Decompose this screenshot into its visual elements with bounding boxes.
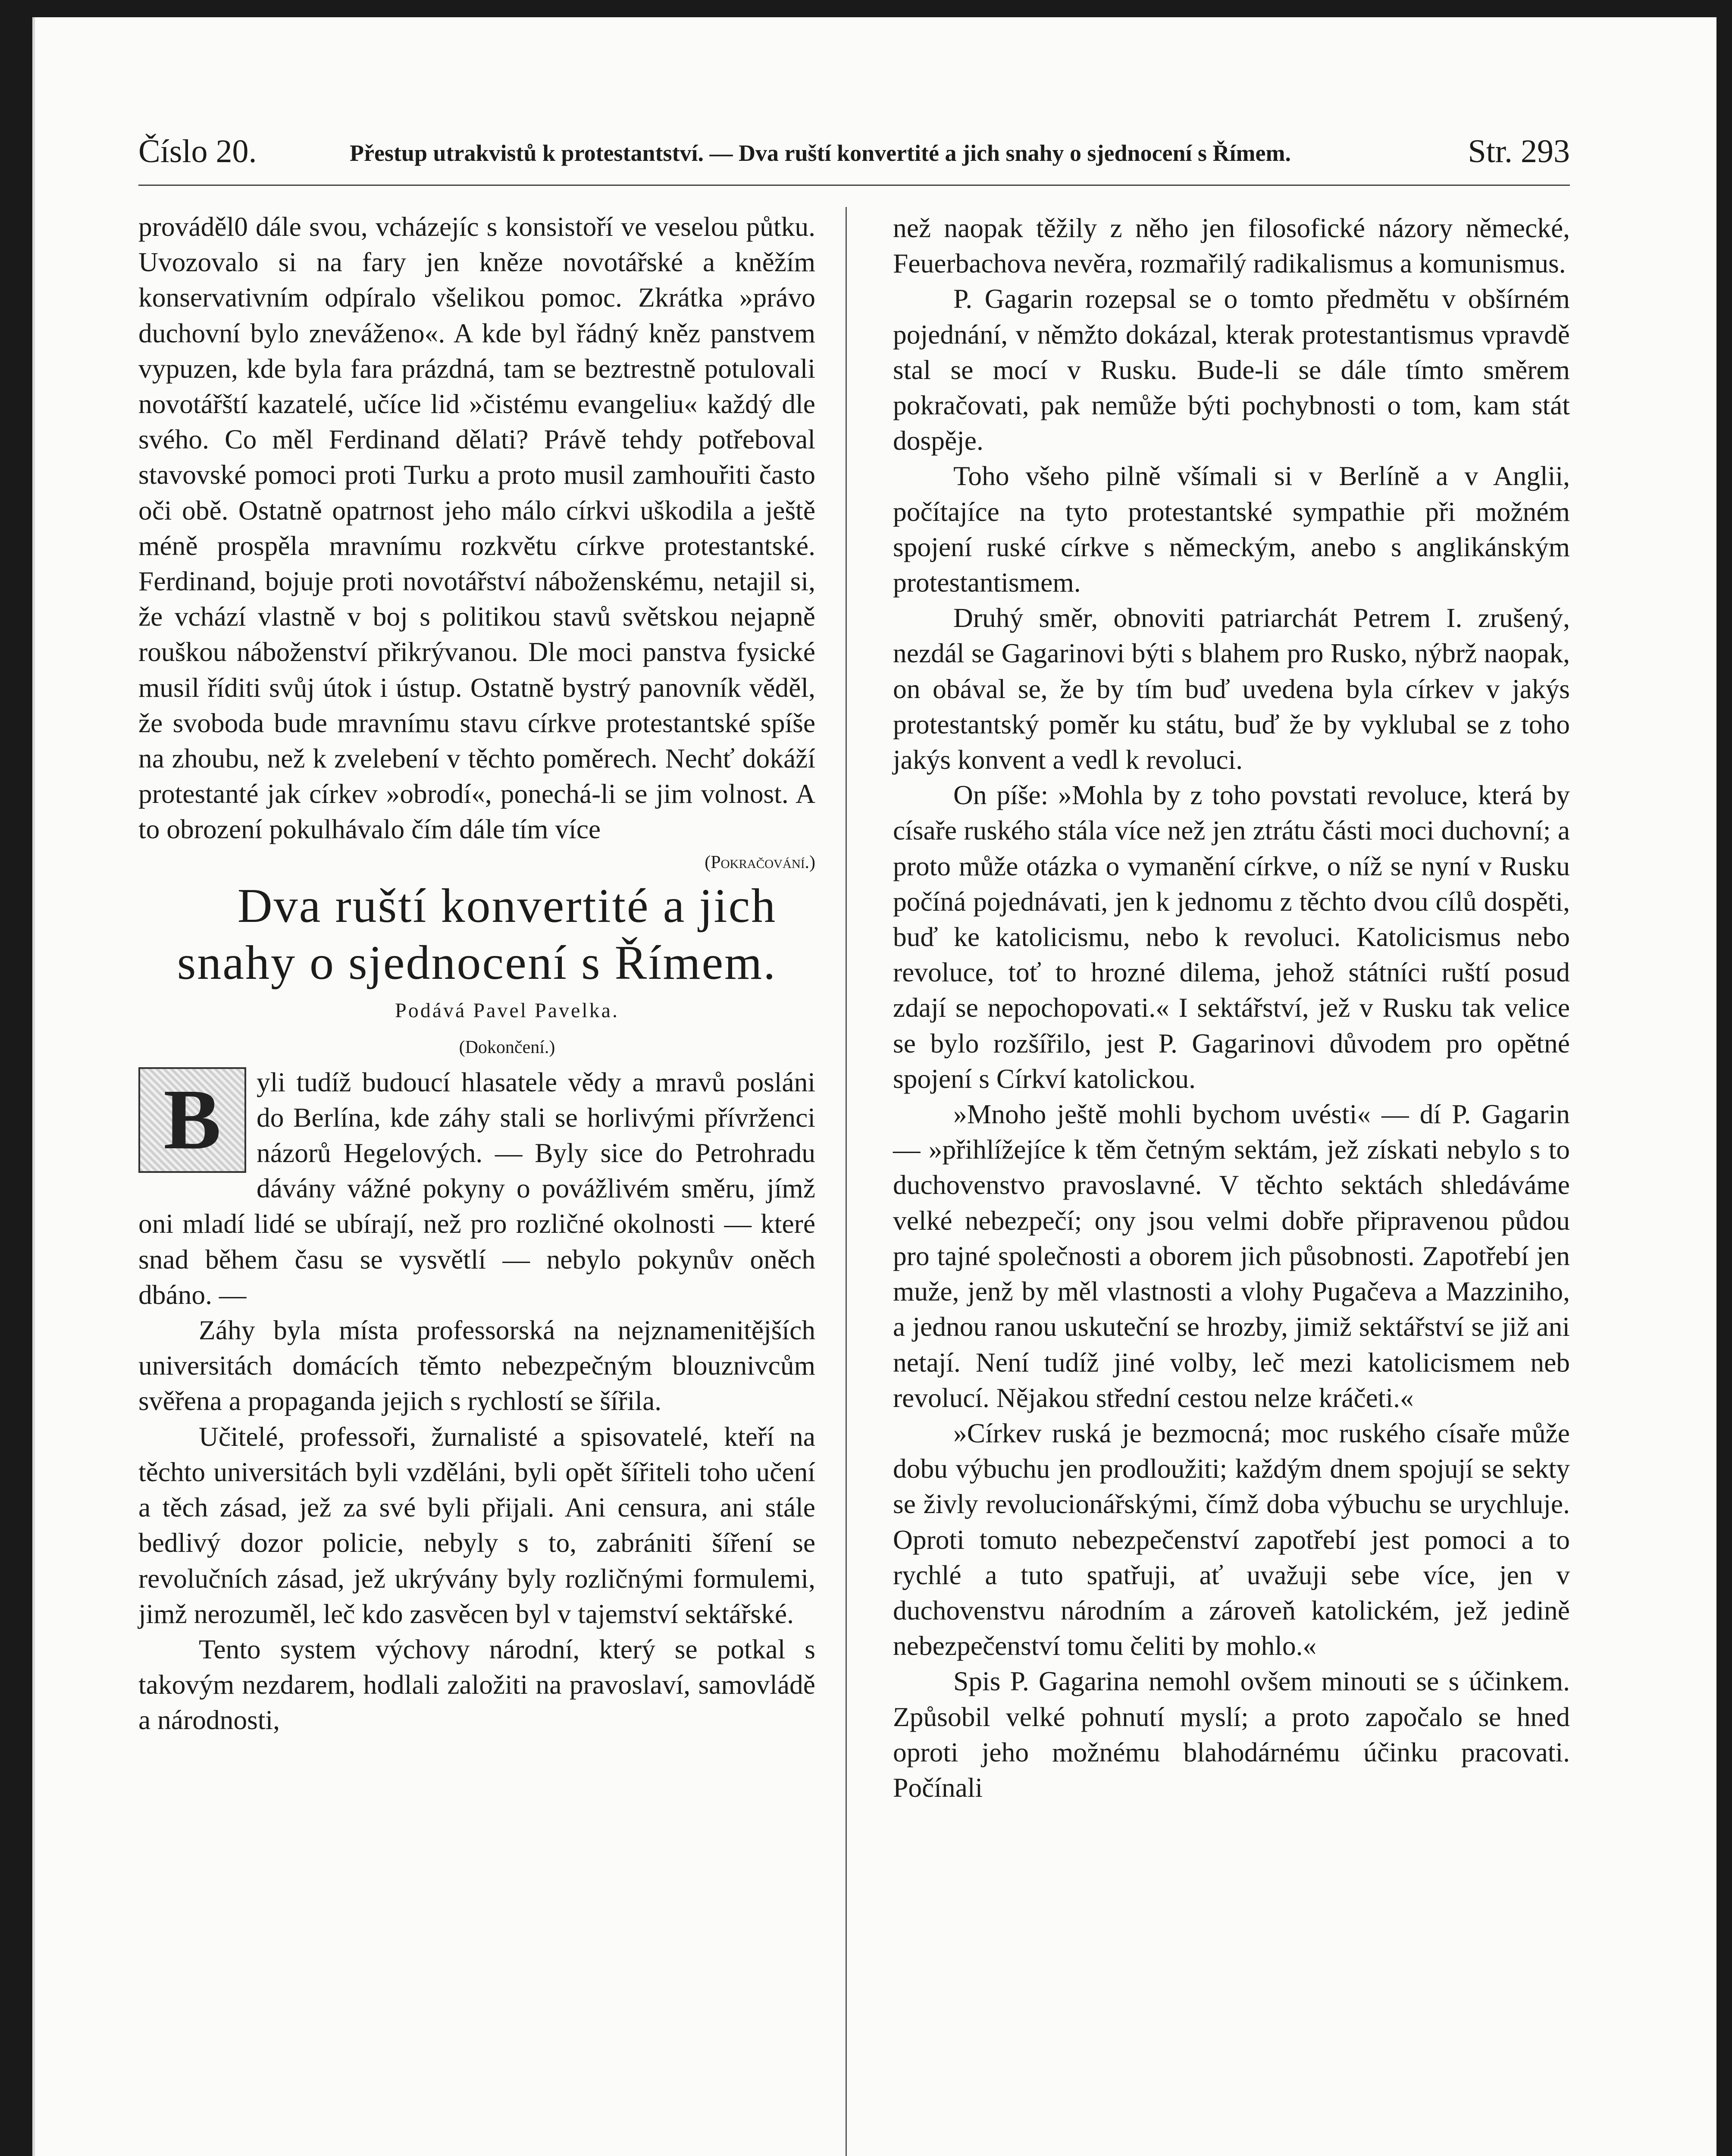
- paragraph: P. Gagarin rozepsal se o tomto předmětu v obšírném pojednání, v němžto dokázal, kterak protestantismus vpravdě stal se mocí v Rusku. Bude-li se dále tímto směrem pokračovati, pak nemůže býti pochybnosti o tom, kam stát dospěje.: [893, 283, 1570, 456]
- page: [32, 17, 1716, 2156]
- article-byline: Podává Pavel Pavelka.: [395, 999, 619, 1022]
- dropcap-initial: B: [138, 1067, 246, 1173]
- paragraph: než naopak těžily z něho jen filosofické názory německé, Feuerbachova nevěra, rozmařilý radikalismus a komunismus.: [893, 213, 1570, 279]
- concluded-note: (Dokončení.): [459, 1037, 555, 1057]
- header-rule: [138, 185, 1570, 186]
- right-column: [893, 210, 1570, 1805]
- paragraph: prováděl0 dále svou, vcházejíc s konsistoří ve veselou půtku. Uvozovalo si na fary jen kněze novotářské a kněžím konservativním odpíralo všelikou pomoc. Zkrátka »právo duchovní bylo zneváženo«. A kde byl řádný kněz panstvem vypuzen, kde byla fara prázdná, tam se beztrestně potulovali novotářští kazatelé, učíce lid »čistému evangeliu« každý dle svého. Co měl Ferdinand dělati? Právě tehdy potřeboval stavovské pomoci proti Turku a proto musil zamhouřiti často oči obě. Ostatně opatrnost jeho málo církvi uškodila a ještě méně prospěla mravnímu rozkvětu církve protestantské. Ferdinand, bojuje proti novotářství náboženskému, netajil si, že vchází vlastně v boj s politikou stavů světskou nejapně rouškou náboženství přikrývanou. Dle moci panstva fysické musil říditi svůj útok i ústup. Ostatně bystrý panovník věděl, že svoboda bude mravnímu stavu církve protestantské spíše na zhoubu, než k zvelebení v těchto poměrech. Nechť dokáží protestanté jak církev »obrodí«, ponechá-li se jim volnost. A to obrození pokulhávalo čím dále tím více: [138, 211, 815, 845]
- article-title: Dva ruští konvertité a jich snahy o sjednocení s Římem.: [177, 879, 777, 990]
- column-rule: [846, 207, 847, 2156]
- paragraph: yli tudíž budoucí hlasatele vědy a mravů posláni do Berlína, kde záhy stali se horlivými přívrženci názorů Hegelových. — Byly sice do Petrohradu dávány vážné pokyny o povážlivém směru, jímž oni mladí lidé se ubírají, než pro rozličné okolnosti — které snad během času se vysvětlí — nebylo pokynův oněch dbáno. —: [138, 1066, 815, 1310]
- opening-paragraph: [138, 1065, 815, 1313]
- issue-number: Číslo 20.: [138, 133, 257, 169]
- paragraph: Tento system výchovy národní, který se potkal s takovým nezdarem, hodlali založiti na pravoslaví, samovládě a národnosti,: [138, 1633, 815, 1736]
- paragraph: Druhý směr, obnoviti patriarchát Petrem I. zrušený, nezdál se Gagarinovi býti s blahem pro Rusko, nýbrž naopak, on obával se, že by tím buď uvedena byla církev v jakýs protestantský poměr ku státu, buď že by vyklubal se z toho jakýs konvent a vedl k revoluci.: [893, 602, 1570, 775]
- paragraph: »Církev ruská je bezmocná; moc ruského císaře může dobu výbuchu jen prodloužiti; každým dnem spojují se sekty se živly revolucionářskými, čímž doba výbuchu se urychluje. Oproti tomuto nebezpečenství zapotřebí jest pomoci a to rychlé a tuto spatřuji, ať uvažuji sebe více, jen v duchovenstvu národním a zároveň katolickém, jež jedině nebezpečenství tomu čeliti by mohlo.«: [893, 1417, 1570, 1661]
- page-number: Str. 293: [1468, 133, 1570, 169]
- running-header: [138, 130, 1570, 182]
- paragraph: »Mnoho ještě mohli bychom uvésti« — dí P. Gagarin — »přihlížejíce k těm četným sektám, jež získati nebylo s to duchovenstvo pravoslavné. V těchto sektách shledáváme velké nebezpečí; ony jsou velmi dobře připravenou půdou pro tajné společnosti a oborem jich působnosti. Zapotřebí jen muže, jenž by měl vlastnosti a vlohy Pugačeva a Mazziniho, a jednou ranou uskuteční se hrozby, jimiž sektářství se již ani netají. Není tudíž jiné volby, leč mezi katolicismem neb revolucí. Nějakou střední cestou nelze kráčeti.«: [893, 1099, 1570, 1413]
- paragraph: On píše: »Mohla by z toho povstati revoluce, která by císaře ruského stála více než jen ztrátu části moci duchovní; a proto může otázka o vymanění církve, o níž se nyní v Rusku počíná pojednávati, jen k jednomu z těchto dvou cílů dospěti, buď ke katolicismu, nebo k revoluci. Katolicismus nebo revoluce, toť to hrozné dilema, jehož státníci ruští posud zdají se nepochopovati.« I sektářství, jež v Rusku tak velice se bylo rozšířilo, jest P. Gagarinovi důvodem pro opětné spojení s Církví katolickou.: [893, 780, 1570, 1094]
- left-column: [138, 209, 815, 1738]
- paragraph: Toho všeho pilně všímali si v Berlíně a v Anglii, počítajíce na tyto protestantské sympathie při možném spojení ruské církve s německým, anebo s anglikánským protestantismem.: [893, 461, 1570, 598]
- paragraph: Učitelé, professoři, žurnalisté a spisovatelé, kteří na těchto universitách byli vzděláni, byli opět šířiteli toho učení a těch zásad, jež za své byli přijali. Ani censura, ani stále bedlivý dozor policie, nebyly s to, zabrániti šíření se revolučních zásad, jež ukrývány byly rozličnými formulemi, jimž nerozuměl, leč kdo zasvěcen byl v tajemství sektářské.: [138, 1421, 815, 1629]
- running-title: Přestup utrakvistů k protestantství. — Dva ruští konvertité a jich snahy o sjednocení s Římem.: [350, 140, 1291, 166]
- paragraph: Záhy byla místa professorská na nejznamenitějších universitách domácích těmto nebezpečným blouznivcům svěřena a propaganda jejich s rychlostí se šířila.: [138, 1315, 815, 1416]
- paragraph: Spis P. Gagarina nemohl ovšem minouti se s účinkem. Způsobil velké pohnutí myslí; a proto započalo se hned oproti jeho možnému blahodárnému účinku pracovati. Počínali: [893, 1666, 1570, 1803]
- continued-note: (Pokračování.): [705, 852, 815, 872]
